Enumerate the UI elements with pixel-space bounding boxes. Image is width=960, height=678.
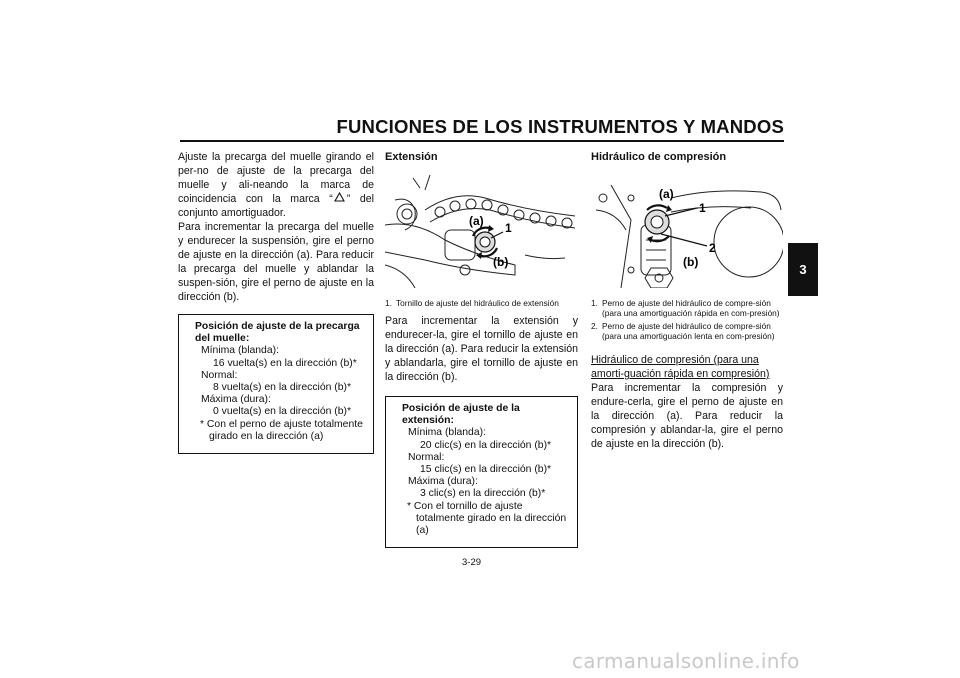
compression-fast-subheading: Hidráulico de compresión (para una amorti-guación rápida en compresión) (591, 354, 770, 380)
preload-instructions: Para incrementar la precarga del muelle y endurecer la suspensión, gire el perno de ajuste en la dirección (a). Para reducir la precarga del muelle y ablandar la suspen-sión, gire el perno de ajuste en la dirección (b). (178, 221, 374, 303)
rebound-caption-1: 1. Tornillo de ajuste del hidráulico de extensión (385, 298, 559, 308)
rebound-heading: Extensión (385, 151, 438, 163)
preload-normal-label: Normal: (201, 369, 238, 381)
rebound-adjuster-illustration (385, 170, 578, 288)
compression-heading: Hidráulico de compresión (591, 151, 727, 163)
preload-max-value: 0 vuelta(s) en la dirección (b)* (213, 406, 352, 418)
compression-adjuster-illustration (591, 170, 783, 288)
rebound-normal-label: Normal: (408, 451, 445, 463)
column-compression (591, 150, 783, 451)
preload-min-label: Mínima (blanda): (201, 345, 279, 357)
rebound-max-value: 3 clic(s) en la dirección (b)* (420, 488, 546, 500)
rebound-instructions: Para incrementar la extensión y endurecer-la, gire el tornillo de ajuste en la dirección (a). Para reducir la extensión y ablandarla, gire el tornillo de ajuste en la dirección (b). (385, 315, 578, 383)
page-title: FUNCIONES DE LOS INSTRUMENTOS Y MANDOS (336, 116, 784, 137)
page-number: 3-29 (462, 557, 482, 568)
compression-callout-2: 2 (709, 241, 716, 255)
compression-caption-1: 1. Perno de ajuste del hidráulico de compre-sión (para una amortiguación rápida en com-presión) (591, 298, 780, 318)
chapter-tab: 3 (788, 243, 818, 296)
compression-callout-b: (b) (683, 255, 699, 269)
column-rebound (385, 150, 578, 548)
watermark: carmanualsonline.info (572, 649, 800, 673)
rebound-captions (385, 298, 578, 308)
rebound-min-value: 20 clic(s) en la dirección (b)* (420, 439, 552, 451)
preload-note: * Con el perno de ajuste totalmente girado en la dirección (a) (200, 418, 363, 442)
rebound-callout-a: (a) (469, 214, 484, 228)
compression-captions (591, 298, 783, 341)
column-spring-preload (178, 150, 374, 454)
title-rule (180, 140, 784, 142)
preload-max-label: Máxima (dura): (201, 394, 271, 406)
compression-caption-2: 2. Perno de ajuste del hidráulico de compre-sión (para una amortiguación lenta en com-presión) (591, 321, 775, 341)
rebound-box-title: Posición de ajuste de la extensión: (402, 403, 520, 427)
rebound-note: * Con el tornillo de ajuste totalmente girado en la dirección (a) (407, 500, 567, 537)
rebound-callout-1: 1 (505, 221, 512, 235)
preload-min-value: 16 vuelta(s) en la dirección (b)* (213, 357, 357, 369)
preload-intro: Ajuste la precarga del muelle girando el per-no de ajuste de la precarga del muelle y ali-neando la marca de coincidencia con la marca “ ” del conjunto amortiguador. (178, 151, 374, 219)
alignment-mark-triangle-icon (333, 192, 347, 206)
rebound-normal-value: 15 clic(s) en la dirección (b)* (420, 464, 552, 476)
compression-callout-1: 1 (699, 201, 706, 215)
preload-normal-value: 8 vuelta(s) en la dirección (b)* (213, 382, 352, 394)
rebound-max-label: Máxima (dura): (408, 476, 478, 488)
compression-callout-a: (a) (659, 187, 674, 201)
preload-spec-box (178, 314, 374, 454)
rebound-callout-b: (b) (493, 255, 509, 269)
compression-instructions: Para incrementar la compresión y endure-cerla, gire el perno de ajuste en la dirección (a). Para reducir la compresión y ablandar-la, gire el perno de ajuste en la dirección (b). (591, 382, 783, 450)
rebound-min-label: Mínima (blanda): (408, 427, 486, 439)
preload-box-title: Posición de ajuste de la precarga del muelle: (195, 321, 360, 345)
rebound-spec-box (385, 396, 578, 548)
